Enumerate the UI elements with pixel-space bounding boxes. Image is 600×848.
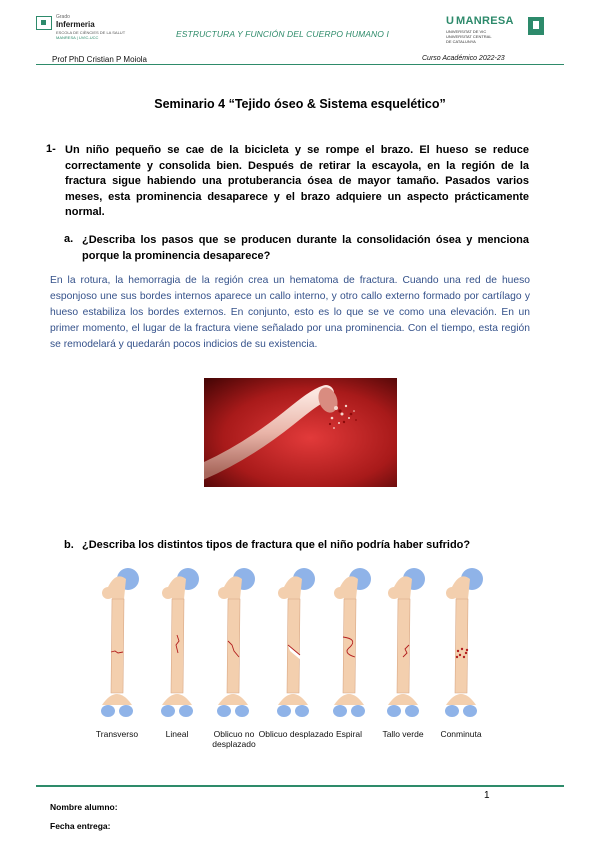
distal-femur bbox=[278, 694, 308, 705]
fracture-label-transverso: Transverso bbox=[95, 729, 139, 739]
distal-femur bbox=[334, 694, 364, 705]
university-logo bbox=[446, 15, 556, 47]
logo-name: Infermeria bbox=[56, 20, 95, 29]
professor-name: Prof PhD Cristian P Moiola bbox=[52, 55, 147, 64]
umanresa-word: MANRESA bbox=[456, 15, 514, 27]
logo-line-1: ESCOLA DE CIÈNCIES DE LA SALUT bbox=[56, 30, 126, 35]
greater-trochanter bbox=[334, 587, 346, 599]
fracture-label-espiral: Espiral bbox=[336, 729, 362, 739]
seal-icon bbox=[528, 17, 544, 35]
logo-small-text: Grado bbox=[56, 14, 70, 20]
seminar-title: Seminario 4 “Tejido óseo & Sistema esquelético” bbox=[154, 97, 446, 111]
medial-condyle bbox=[161, 705, 175, 717]
fracture-label-oblicuo-no-desplazado: Oblicuo no desplazado bbox=[212, 729, 256, 749]
lateral-condyle bbox=[235, 705, 249, 717]
bone-fragment bbox=[461, 648, 463, 650]
due-date-label: Fecha entrega: bbox=[50, 821, 111, 831]
lateral-condyle bbox=[405, 705, 419, 717]
umanresa-line-3: DE CATALUNYA bbox=[446, 39, 476, 44]
footer-divider bbox=[36, 785, 564, 787]
greater-trochanter bbox=[218, 587, 230, 599]
greater-trochanter bbox=[446, 587, 458, 599]
bone-fragment bbox=[456, 656, 458, 658]
course-year: Curso Académico 2022-23 bbox=[422, 55, 505, 62]
part-a-question: ¿Describa los pasos que se producen durante la consolidación ósea y menciona porque la prominencia desaparece? bbox=[82, 234, 529, 262]
logo-mark-icon bbox=[36, 16, 52, 30]
bone-fragment bbox=[466, 649, 468, 651]
femur-oblicuo-no bbox=[217, 568, 255, 717]
femur-conminuta bbox=[445, 568, 483, 717]
umanresa-line-1: UNIVERSITAT DE VIC bbox=[446, 29, 487, 34]
femur-espiral bbox=[333, 568, 371, 717]
lateral-condyle bbox=[295, 705, 309, 717]
bone-fragment bbox=[465, 652, 467, 654]
greater-trochanter bbox=[388, 587, 400, 599]
logo-line-2: MANRESA | UVIC-UCC bbox=[56, 35, 99, 40]
femur-tallo-verde bbox=[387, 568, 425, 717]
bone-fragment bbox=[463, 656, 465, 658]
part-b-question: ¿Describa los distintos tipos de fractura que el niño podría haber sufrido? bbox=[82, 539, 471, 551]
medial-condyle bbox=[445, 705, 459, 717]
photo-background bbox=[204, 378, 397, 487]
course-title: ESTRUCTURA Y FUNCIÓN DEL CUERPO HUMANO I bbox=[176, 29, 389, 39]
answer-a: En la rotura, la hemorragia de la región crea un hematoma de fractura. Cuando una red de hueso esponjoso une sus bordes internos aparece un callo interno, y otro callo externo formado por cartílago y hueso estabiliza los bordes externos. En conjunto, esto es lo que se ve como una elevación. En un primer momento, el lugar de la fractura viene señalado por una prominencia. Con el tiempo, esta región se remodelará y quedarán pocos indicios de su existencia. bbox=[50, 275, 530, 350]
femur-shaft bbox=[455, 599, 468, 693]
distal-femur bbox=[388, 694, 418, 705]
distal-femur bbox=[218, 694, 248, 705]
fracture-label-lineal: Lineal bbox=[165, 729, 189, 739]
distal-femur bbox=[102, 694, 132, 705]
medial-condyle bbox=[277, 705, 291, 717]
greater-trochanter bbox=[278, 587, 290, 599]
part-a-label: a. bbox=[64, 233, 74, 245]
page-number: 1 bbox=[484, 790, 490, 801]
student-name-label: Nombre alumno: bbox=[50, 802, 118, 812]
umanresa-line-2: UNIVERSITAT CENTRAL bbox=[446, 34, 492, 39]
bone-fragment bbox=[459, 654, 461, 656]
question-text: Un niño pequeño se cae de la bicicleta y se rompe el brazo. El hueso se reduce correctamente y consolida bien. Después de retirar la escayola, en la región de la fractura sigue habiendo una protuberancia ósea de mayor tamaño. Pasados varios meses, esta prominencia desaparece y el brazo adquiere un aspecto prácticamente normal. bbox=[65, 144, 529, 218]
femur-transverso bbox=[101, 568, 139, 717]
lateral-condyle bbox=[463, 705, 477, 717]
femur-shaft bbox=[171, 599, 184, 693]
question-number: 1- bbox=[46, 143, 56, 155]
femur-lineal bbox=[161, 568, 199, 717]
medial-condyle bbox=[217, 705, 231, 717]
greater-trochanter bbox=[162, 587, 174, 599]
fracture-label-oblicuo-desplazado: Oblicuo desplazado bbox=[258, 729, 334, 739]
fracture-types-illustration bbox=[88, 565, 508, 725]
distal-femur bbox=[162, 694, 192, 705]
medial-condyle bbox=[387, 705, 401, 717]
broken-bone-photo bbox=[204, 378, 397, 487]
femur-shaft bbox=[111, 599, 124, 693]
bone-fragment bbox=[457, 650, 459, 652]
femur-oblicuo-desp bbox=[277, 568, 315, 717]
greater-trochanter bbox=[102, 587, 114, 599]
medial-condyle bbox=[333, 705, 347, 717]
fracture-label-tallo-verde: Tallo verde bbox=[382, 729, 424, 739]
umanresa-u-icon: U bbox=[446, 15, 454, 27]
medial-condyle bbox=[101, 705, 115, 717]
femur-shaft bbox=[227, 599, 240, 693]
part-b-label: b. bbox=[64, 539, 74, 551]
header-divider bbox=[36, 64, 564, 65]
distal-femur bbox=[446, 694, 476, 705]
lateral-condyle bbox=[351, 705, 365, 717]
femur-shaft bbox=[343, 599, 356, 693]
lateral-condyle bbox=[119, 705, 133, 717]
lateral-condyle bbox=[179, 705, 193, 717]
fracture-label-conminuta: Conminuta bbox=[440, 729, 482, 739]
institution-logo bbox=[36, 14, 156, 44]
